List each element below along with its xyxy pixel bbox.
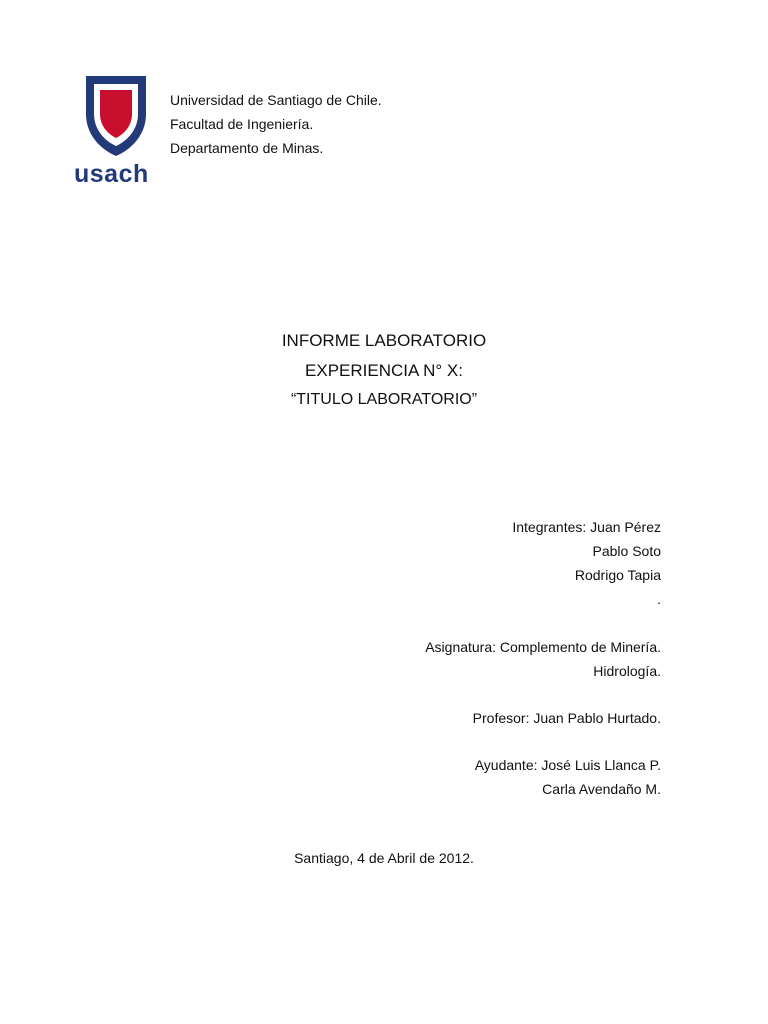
shield-icon xyxy=(72,56,160,166)
member-line: Rodrigo Tapia xyxy=(574,567,661,583)
report-title-block xyxy=(0,326,768,414)
faculty-name: Facultad de Ingeniería. xyxy=(170,116,314,132)
assistant-name: Ayudante: José Luis Llanca P. xyxy=(474,757,661,773)
assistant-name: Carla Avendaño M. xyxy=(542,781,661,797)
members-block xyxy=(512,515,661,611)
report-type: INFORME LABORATORIO xyxy=(281,331,487,350)
course-block xyxy=(425,635,661,683)
lab-title: “TITULO LABORATORIO” xyxy=(290,391,478,408)
experiment-number: EXPERIENCIA N° X: xyxy=(305,361,463,380)
member-line: Integrantes: Juan Pérez xyxy=(512,519,661,535)
member-line: . xyxy=(657,591,661,607)
assistants-block xyxy=(475,753,661,801)
institution-block xyxy=(170,88,382,160)
university-wordmark: usach xyxy=(74,160,149,188)
course-name: Asignatura: Complemento de Minería. xyxy=(425,639,661,655)
date-line: Santiago, 4 de Abril de 2012. xyxy=(294,850,474,866)
member-line: Pablo Soto xyxy=(592,543,661,559)
course-subject: Hidrología. xyxy=(593,663,661,679)
department-name: Departamento de Minas. xyxy=(170,140,324,156)
university-name: Universidad de Santiago de Chile. xyxy=(170,92,382,108)
professor-block xyxy=(473,706,661,730)
professor-name: Profesor: Juan Pablo Hurtado. xyxy=(472,710,661,726)
